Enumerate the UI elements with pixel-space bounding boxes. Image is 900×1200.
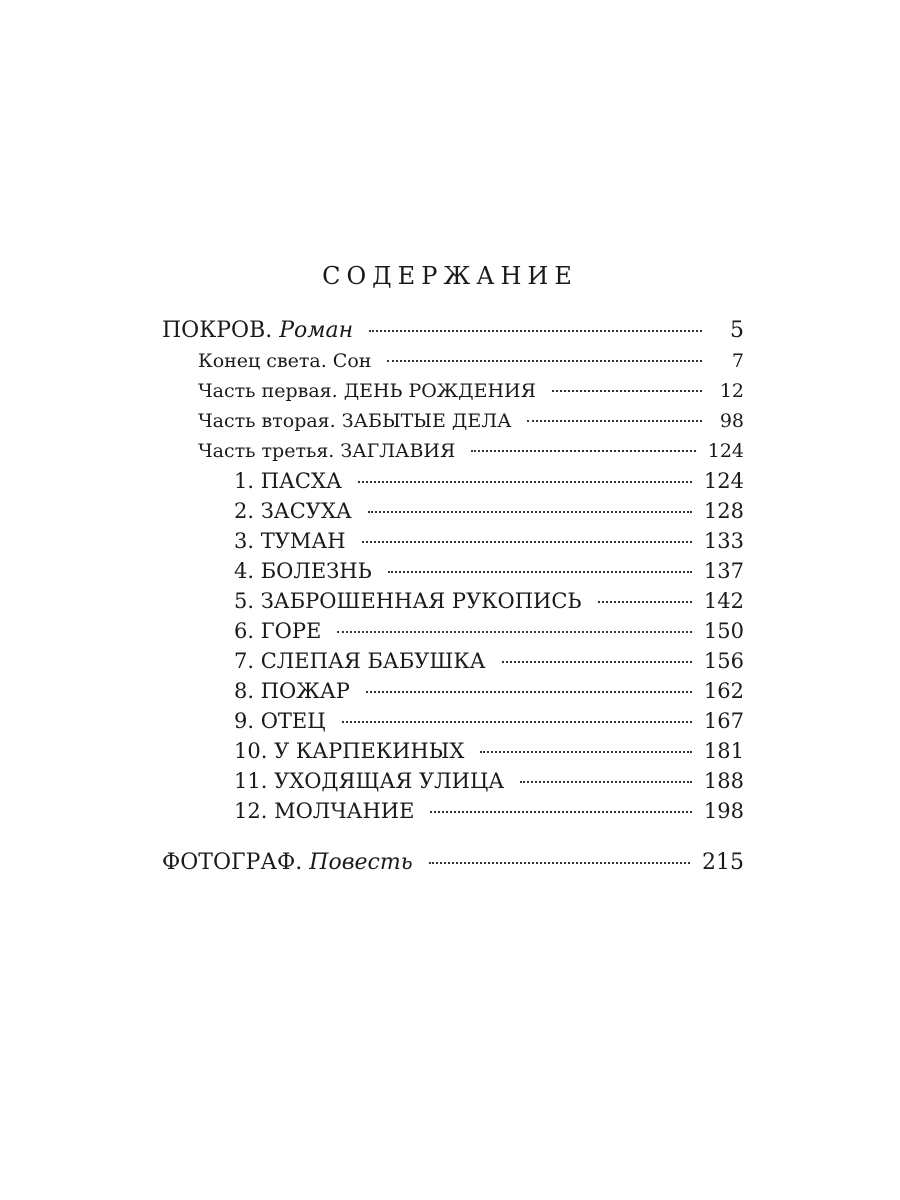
toc-entry-label <box>162 316 353 346</box>
toc-entry-label <box>234 466 342 496</box>
table-of-contents <box>162 316 744 878</box>
toc-entry <box>162 556 744 586</box>
toc-entry-page-number: 137 <box>703 559 744 583</box>
toc-entry-page-number: 124 <box>703 469 744 493</box>
dot-leader <box>369 330 702 332</box>
dot-leader <box>337 631 692 633</box>
toc-entry-title: 4. БОЛЕЗНЬ <box>234 559 372 583</box>
toc-entry-label <box>234 766 504 796</box>
toc-entry-page-number: 181 <box>703 739 744 763</box>
toc-entry-title: 8. ПОЖАР <box>234 679 350 703</box>
toc-entry-title: 10. У КАРПЕКИНЫХ <box>234 739 465 763</box>
toc-entry-page-number: 142 <box>703 589 744 613</box>
toc-entry-title: 3. ТУМАН <box>234 529 346 553</box>
toc-entry-title: Часть третья. ЗАГЛАВИЯ <box>198 440 456 462</box>
toc-entry-genre: Роман <box>279 318 354 343</box>
toc-entry-title: Конец света. Сон <box>198 350 372 372</box>
toc-entry-genre: Повесть <box>309 850 413 875</box>
toc-entry-label <box>198 406 511 436</box>
toc-entry <box>162 586 744 616</box>
dot-leader <box>480 751 692 753</box>
toc-entry <box>162 796 744 826</box>
toc-entry-page-number: 167 <box>703 709 744 733</box>
page-title: СОДЕРЖАНИЕ <box>322 262 578 290</box>
toc-entry-page-number: 128 <box>703 499 744 523</box>
toc-entry-page-number: 12 <box>719 380 744 402</box>
dot-leader <box>388 571 692 573</box>
dot-leader <box>430 811 691 813</box>
dot-leader <box>342 721 692 723</box>
toc-entry-page-number: 150 <box>703 619 744 643</box>
toc-entry <box>162 526 744 556</box>
dot-leader <box>429 862 690 864</box>
dot-leader <box>358 481 692 483</box>
toc-entry-page-number: 124 <box>707 440 744 462</box>
toc-entry <box>162 466 744 496</box>
toc-entry-title: 2. ЗАСУХА <box>234 499 352 523</box>
dot-leader <box>552 390 702 392</box>
toc-entry-label <box>234 646 486 676</box>
toc-entry <box>162 766 744 796</box>
toc-entry-page-number: 5 <box>730 318 744 343</box>
toc-entry-title: ФОТОГРАФ. <box>162 850 303 875</box>
toc-entry-label <box>234 736 464 766</box>
toc-entry-label <box>234 526 346 556</box>
toc-entry-title: 5. ЗАБРОШЕННАЯ РУКОПИСЬ <box>234 589 582 613</box>
toc-entry <box>162 406 744 436</box>
toc-entry-label <box>234 556 372 586</box>
toc-entry-title: 9. ОТЕЦ <box>234 709 326 733</box>
toc-entry-label <box>234 706 326 736</box>
toc-entry <box>162 346 744 376</box>
toc-entry-page-number: 156 <box>703 649 744 673</box>
toc-entry-title: ПОКРОВ. <box>162 318 273 343</box>
toc-entry-label <box>234 616 321 646</box>
toc-entry <box>162 848 744 878</box>
dot-leader <box>387 360 702 362</box>
toc-entry-page-number: 188 <box>703 769 744 793</box>
toc-entry <box>162 616 744 646</box>
toc-entry-label <box>234 676 350 706</box>
dot-leader <box>368 511 692 513</box>
dot-leader <box>471 450 695 452</box>
toc-entry-label <box>234 796 414 826</box>
dot-leader <box>598 601 692 603</box>
toc-entry <box>162 376 744 406</box>
toc-entry-title: 12. МОЛЧАНИЕ <box>234 799 415 823</box>
toc-entry-label <box>234 496 352 526</box>
toc-entry-label <box>162 848 413 878</box>
dot-leader <box>502 661 692 663</box>
toc-entry-label <box>234 586 582 616</box>
dot-leader <box>527 420 702 422</box>
toc-entry-title: 1. ПАСХА <box>234 469 342 493</box>
toc-entry <box>162 316 744 346</box>
toc-entry-page-number: 198 <box>703 799 744 823</box>
toc-entry <box>162 736 744 766</box>
toc-entry-title: Часть вторая. ЗАБЫТЫЕ ДЕЛА <box>198 410 512 432</box>
toc-entry <box>162 436 744 466</box>
toc-entry <box>162 676 744 706</box>
toc-entry-page-number: 98 <box>719 410 744 432</box>
toc-entry <box>162 496 744 526</box>
toc-entry-label <box>198 376 536 406</box>
dot-leader <box>520 781 692 783</box>
toc-entry-title: 6. ГОРЕ <box>234 619 322 643</box>
toc-entry-page-number: 133 <box>703 529 744 553</box>
toc-entry-page-number: 215 <box>702 850 744 875</box>
dot-leader <box>366 691 692 693</box>
toc-entry-label <box>198 436 455 466</box>
toc-entry-label <box>198 346 371 376</box>
toc-entry-title: 7. СЛЕПАЯ БАБУШКА <box>234 649 486 673</box>
toc-entry <box>162 646 744 676</box>
toc-entry <box>162 706 744 736</box>
toc-entry-title: 11. УХОДЯЩАЯ УЛИЦА <box>234 769 505 793</box>
toc-entry-page-number: 162 <box>703 679 744 703</box>
toc-entry-title: Часть первая. ДЕНЬ РОЖДЕНИЯ <box>198 380 536 402</box>
toc-entry-page-number: 7 <box>731 350 744 372</box>
dot-leader <box>362 541 692 543</box>
